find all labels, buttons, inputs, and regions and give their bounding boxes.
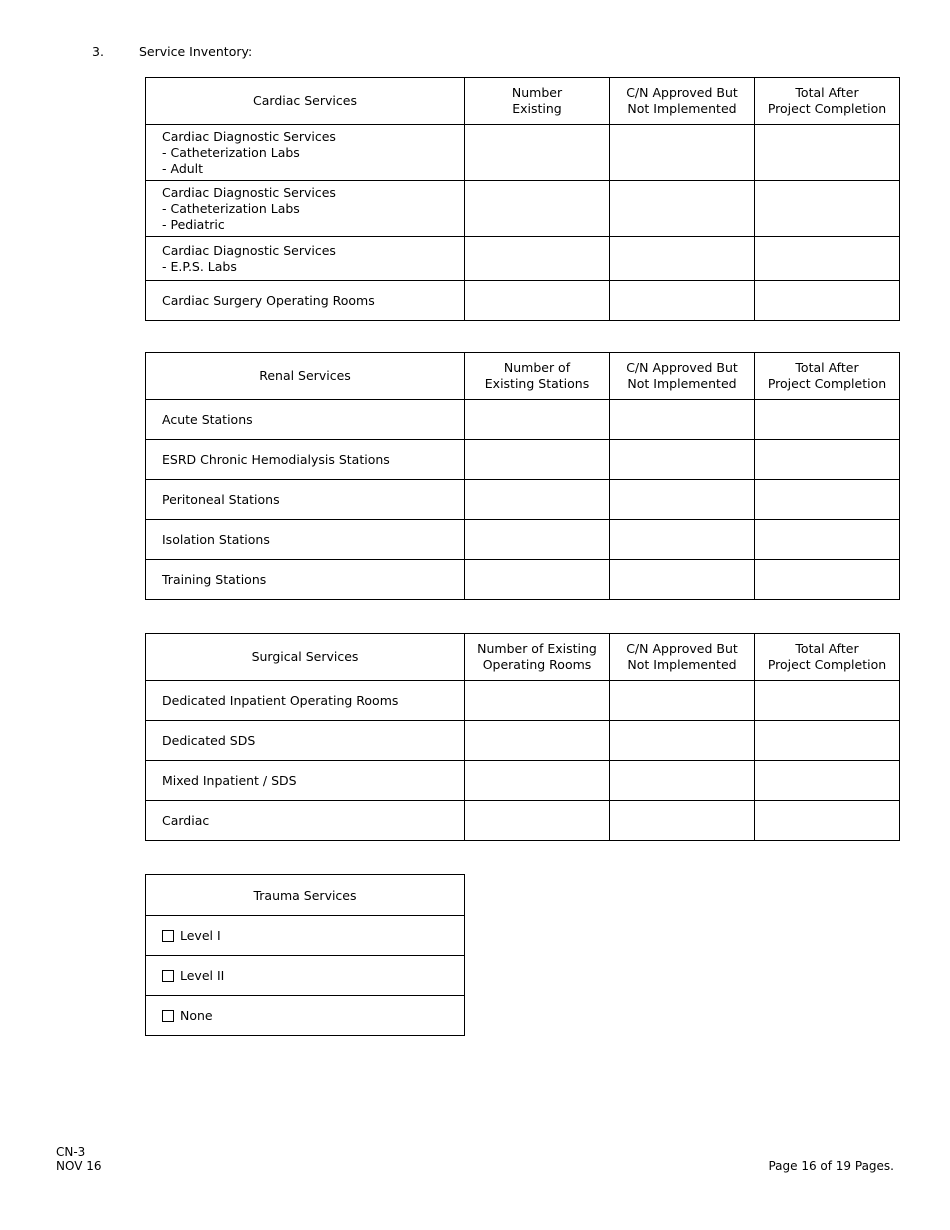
total-cell[interactable] — [755, 480, 900, 520]
row-label: Cardiac Surgery Operating Rooms — [146, 281, 465, 321]
approved-cell[interactable] — [610, 520, 755, 560]
header-approved: C/N Approved But Not Implemented — [610, 78, 755, 125]
total-cell[interactable] — [755, 721, 900, 761]
table-header-row — [146, 78, 900, 125]
header-total: Total After Project Completion — [755, 634, 900, 681]
approved-cell[interactable] — [610, 181, 755, 237]
header-approved: C/N Approved But Not Implemented — [610, 353, 755, 400]
approved-cell[interactable] — [610, 801, 755, 841]
existing-cell[interactable] — [465, 125, 610, 181]
page-number: Page 16 of 19 Pages. — [768, 1159, 894, 1173]
total-cell[interactable] — [755, 400, 900, 440]
table-row — [146, 125, 900, 181]
approved-cell[interactable] — [610, 125, 755, 181]
row-label: Isolation Stations — [146, 520, 465, 560]
total-cell[interactable] — [755, 681, 900, 721]
row-label: Cardiac Diagnostic Services - E.P.S. Labs — [146, 237, 465, 281]
table-row — [146, 181, 900, 237]
section-title: Service Inventory: — [139, 44, 253, 59]
option-label: Level I — [180, 928, 221, 943]
surgical-services-table — [145, 633, 900, 841]
row-label: Mixed Inpatient / SDS — [146, 761, 465, 801]
approved-cell[interactable] — [610, 761, 755, 801]
header-trauma: Trauma Services — [146, 875, 465, 916]
approved-cell[interactable] — [610, 237, 755, 281]
total-cell[interactable] — [755, 237, 900, 281]
header-existing: Number of Existing Operating Rooms — [465, 634, 610, 681]
existing-cell[interactable] — [465, 721, 610, 761]
existing-cell[interactable] — [465, 761, 610, 801]
header-service: Surgical Services — [146, 634, 465, 681]
header-service: Renal Services — [146, 353, 465, 400]
table-row — [146, 237, 900, 281]
approved-cell[interactable] — [610, 480, 755, 520]
existing-cell[interactable] — [465, 801, 610, 841]
approved-cell[interactable] — [610, 281, 755, 321]
footer-form-info — [56, 1145, 102, 1173]
approved-cell[interactable] — [610, 681, 755, 721]
option-label: None — [180, 1008, 213, 1023]
approved-cell[interactable] — [610, 560, 755, 600]
table-row — [146, 520, 900, 560]
header-existing: Number Existing — [465, 78, 610, 125]
table-row — [146, 761, 900, 801]
trauma-option-row — [146, 996, 465, 1036]
row-label: ESRD Chronic Hemodialysis Stations — [146, 440, 465, 480]
total-cell[interactable] — [755, 520, 900, 560]
row-label: Peritoneal Stations — [146, 480, 465, 520]
total-cell[interactable] — [755, 560, 900, 600]
row-label: Dedicated Inpatient Operating Rooms — [146, 681, 465, 721]
trauma-services-table — [145, 874, 465, 1036]
approved-cell[interactable] — [610, 400, 755, 440]
table-header-row — [146, 875, 465, 916]
header-approved: C/N Approved But Not Implemented — [610, 634, 755, 681]
existing-cell[interactable] — [465, 480, 610, 520]
table-row — [146, 681, 900, 721]
existing-cell[interactable] — [465, 181, 610, 237]
trauma-option-row — [146, 956, 465, 996]
row-label: Training Stations — [146, 560, 465, 600]
existing-cell[interactable] — [465, 237, 610, 281]
total-cell[interactable] — [755, 761, 900, 801]
row-label: Cardiac Diagnostic Services - Catheterization Labs - Pediatric — [146, 181, 465, 237]
row-label: Acute Stations — [146, 400, 465, 440]
form-id: CN-3 — [56, 1145, 86, 1159]
total-cell[interactable] — [755, 801, 900, 841]
header-total: Total After Project Completion — [755, 353, 900, 400]
form-revision: NOV 16 — [56, 1159, 102, 1173]
header-existing: Number of Existing Stations — [465, 353, 610, 400]
checkbox[interactable] — [162, 970, 174, 982]
total-cell[interactable] — [755, 281, 900, 321]
trauma-option-level-2[interactable] — [146, 956, 465, 996]
table-row — [146, 281, 900, 321]
approved-cell[interactable] — [610, 440, 755, 480]
existing-cell[interactable] — [465, 400, 610, 440]
table-row — [146, 400, 900, 440]
trauma-option-none[interactable] — [146, 996, 465, 1036]
approved-cell[interactable] — [610, 721, 755, 761]
total-cell[interactable] — [755, 181, 900, 237]
total-cell[interactable] — [755, 125, 900, 181]
existing-cell[interactable] — [465, 440, 610, 480]
table-row — [146, 721, 900, 761]
existing-cell[interactable] — [465, 520, 610, 560]
checkbox[interactable] — [162, 1010, 174, 1022]
checkbox[interactable] — [162, 930, 174, 942]
table-header-row — [146, 634, 900, 681]
row-label: Cardiac — [146, 801, 465, 841]
existing-cell[interactable] — [465, 281, 610, 321]
header-total: Total After Project Completion — [755, 78, 900, 125]
row-label: Dedicated SDS — [146, 721, 465, 761]
table-row — [146, 801, 900, 841]
table-row — [146, 440, 900, 480]
table-row — [146, 480, 900, 520]
renal-services-table — [145, 352, 900, 600]
trauma-option-row — [146, 916, 465, 956]
total-cell[interactable] — [755, 440, 900, 480]
trauma-option-level-1[interactable] — [146, 916, 465, 956]
table-row — [146, 560, 900, 600]
table-header-row — [146, 353, 900, 400]
existing-cell[interactable] — [465, 560, 610, 600]
section-number: 3. — [92, 44, 104, 59]
row-label: Cardiac Diagnostic Services - Catheterization Labs - Adult — [146, 125, 465, 181]
cardiac-services-table — [145, 77, 900, 321]
option-label: Level II — [180, 968, 225, 983]
header-service: Cardiac Services — [146, 78, 465, 125]
existing-cell[interactable] — [465, 681, 610, 721]
